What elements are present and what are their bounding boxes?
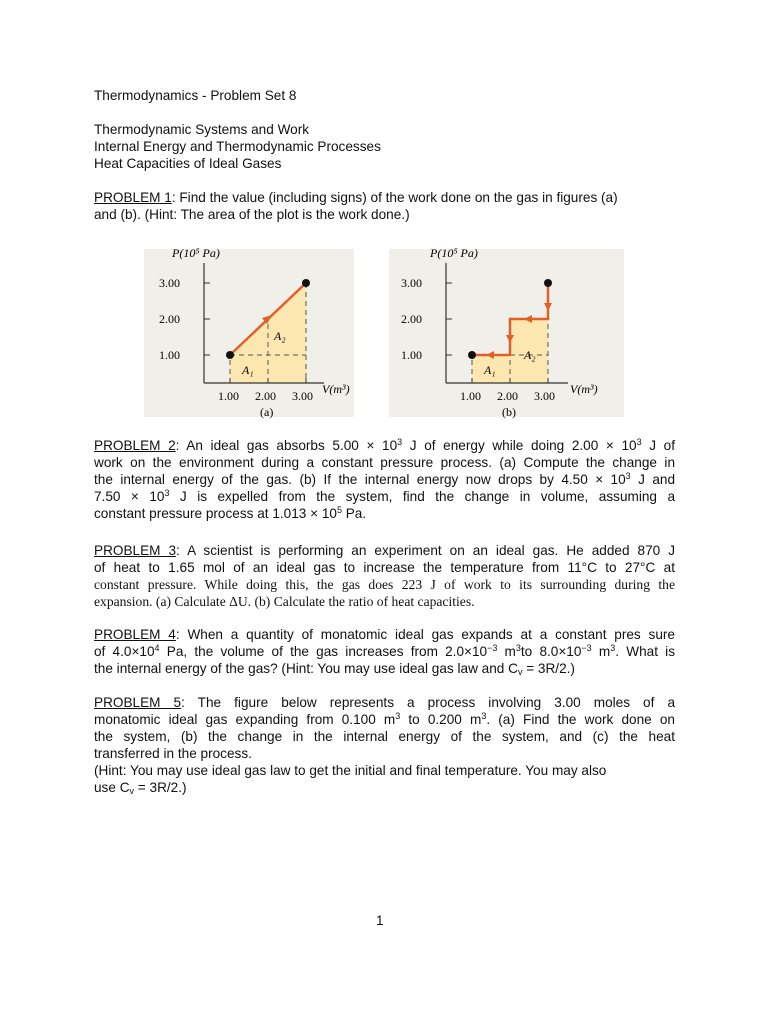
problem-4: PROBLEM 4: When a quantity of monatomic ideal gas expands at a constant pres sure of $4.0\times 10^4$ Pa, the volume of the gas increases from $2.0\times 10^{-3}$ $m^3to$ $8.0\times 10^{-3}$ $m^3$. What is the internal energy of the gas? (Hint: You may use ideal gas law and $C_v = 3R/2$.) [94, 627, 676, 677]
problem-5-label: PROBLEM 5 [94, 695, 182, 710]
panel-a [144, 246, 354, 419]
problem-4-label: PROBLEM 4 [94, 627, 176, 642]
panel-b-ytick-1: 1.00 [401, 348, 422, 362]
panel-a-ylabel: P(10⁵ Pa) [172, 246, 220, 260]
problem-3: PROBLEM 3: A scientist is performing an experiment on an ideal gas. He added 870 J of heat to 1.65 mol of an ideal gas to increase the temperature from 11°C to 27°C at constant pressure. While doing this, the gas does 223 J of work to its surrounding during the expansion. (a) Calculate ΔU. (b) Calculate the ratio of heat capacities. [94, 543, 676, 609]
panel-a-ytick-3: 3.00 [159, 276, 180, 290]
panel-b [389, 246, 624, 419]
pv-diagrams-figure [144, 235, 624, 427]
problem-1: PROBLEM 1: Find the value (including signs) of the work done on the gas in figures (a) and (b). (Hint: The area of the plot is the work done.) [94, 190, 618, 222]
panel-b-xlabel: V(m³) [570, 382, 598, 396]
panel-a-ytick-1: 1.00 [159, 348, 180, 362]
problem-3-label: PROBLEM 3 [94, 543, 177, 558]
panel-b-ytick-3: 3.00 [401, 276, 422, 290]
panel-b-ytick-2: 2.00 [401, 312, 422, 326]
problem-2: PROBLEM 2: An ideal gas absorbs $5.00 \times 10^3$ J of energy while doing $2.00 \times 10^3$ J of work on the environment during a constant pressure process. (a) Compute the change in the internal energy of the gas. (b) If the internal energy now drops by $4.50 \times 10^3$ J and $7.50 \times 10^3$ J is expelled from the system, find the change in volume, assuming a constant pressure process at $1.013 \times 10^5$ Pa. [94, 437, 675, 521]
doc-title: Thermodynamics - Problem Set 8 [94, 88, 297, 103]
panel-a-start-point [226, 351, 234, 359]
panel-a-xtick-3: 3.00 [292, 389, 313, 403]
panel-a-area-1-label: A₁ [242, 363, 254, 377]
panel-a-end-point [302, 279, 310, 287]
panel-b-area-2-label: A₂ [524, 348, 536, 362]
panel-b-area-1-label: A₁ [484, 363, 496, 377]
problem-5: PROBLEM 5: The figure below represents a process involving 3.00 moles of a monatomic ideal gas expanding from 0.100 $m^3$ to 0.200 $m^3$. (a) Find the work done on the system, (b) the change in the internal energy of the system, and (c) the heat transferred in the process. (Hint: You may use ideal gas law to get the initial and final temperature. You may also use $C_v = 3R/2$.) [94, 695, 676, 796]
panel-b-xtick-2: 2.00 [497, 389, 518, 403]
panel-a-xtick-2: 2.00 [255, 389, 276, 403]
problem-2-label: PROBLEM 2 [94, 438, 176, 453]
panel-b-xtick-1: 1.00 [460, 389, 481, 403]
topic-1: Thermodynamic Systems and Work [94, 122, 310, 137]
problem-1-label: PROBLEM 1 [94, 190, 172, 205]
panel-a-ytick-2: 2.00 [159, 312, 180, 326]
panel-b-end-point [468, 351, 476, 359]
topics-list [94, 121, 675, 172]
panel-b-start-point [544, 279, 552, 287]
panel-a-area-2-label: A₂ [274, 329, 286, 343]
panel-b-caption: (b) [502, 405, 516, 419]
panel-b-xtick-3: 3.00 [534, 389, 555, 403]
topic-3: Heat Capacities of Ideal Gases [94, 156, 282, 171]
panel-b-ylabel: P(10⁵ Pa) [430, 246, 478, 260]
panel-a-xlabel: V(m³) [322, 382, 350, 396]
page-number: 1 [376, 913, 384, 928]
topic-2: Internal Energy and Thermodynamic Processes [94, 139, 381, 154]
pv-diagrams-svg [144, 235, 624, 427]
panel-a-xtick-1: 1.00 [218, 389, 239, 403]
panel-a-caption: (a) [260, 405, 274, 419]
